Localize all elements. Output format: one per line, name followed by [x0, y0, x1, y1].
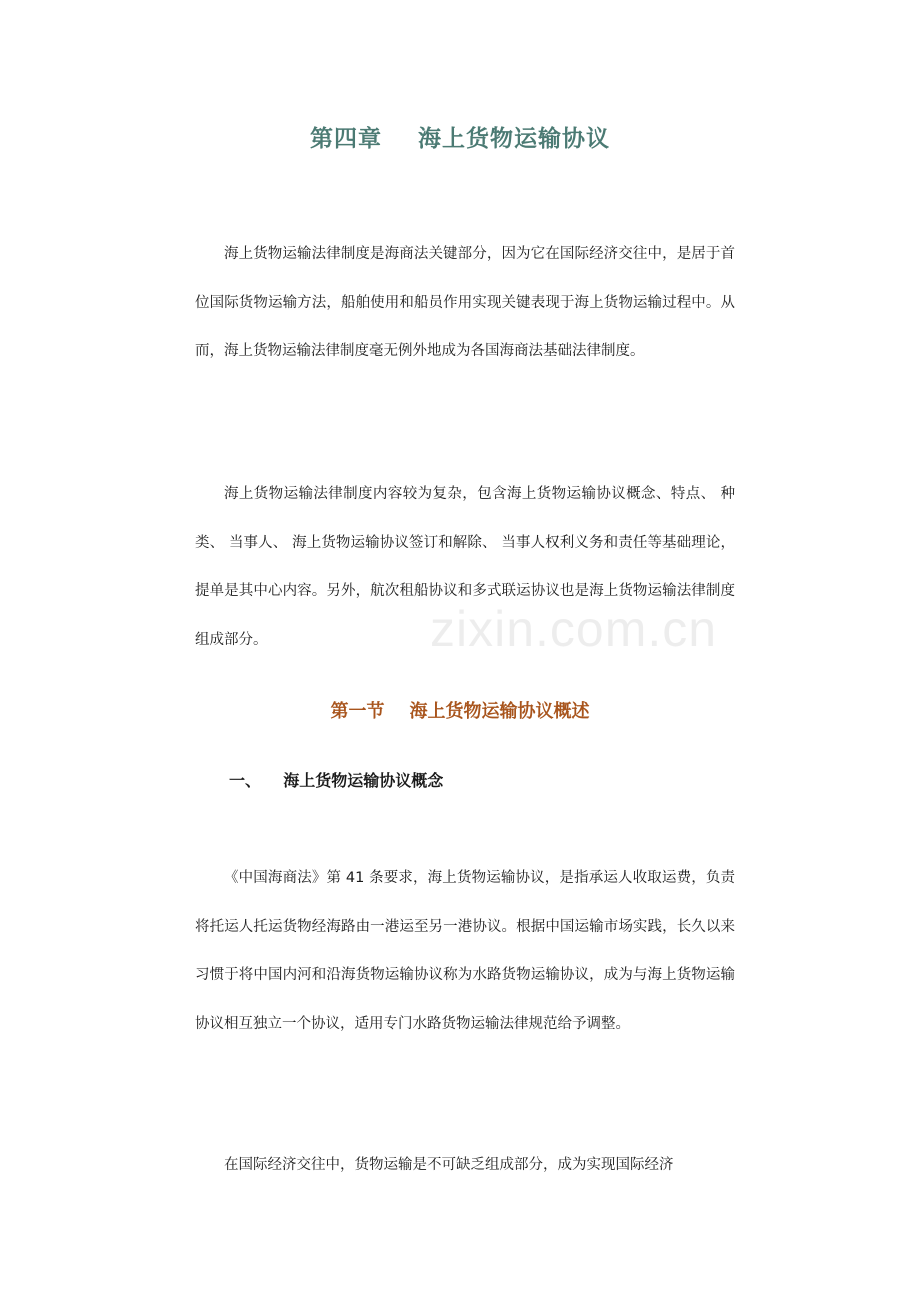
paragraph-definition: 《中国海商法》第 41 条要求，海上货物运输协议，是指承运人收取运费，负责将托运人托运货物经海路由一港运至另一港协议。根据中国运输市场实践，长久以来习惯于将中国内河和沿海货物运输协议称为水路货物运输协议，成为与海上货物运输协议相互独立一个协议，适用专门水路货物运输法律规范给予调整。 [195, 870, 735, 1032]
paragraph-international: 在国际经济交往中，货物运输是不可缺乏组成部分，成为实现国际经济 [224, 1157, 674, 1173]
chapter-title: 第四章 海上货物运输协议 [309, 126, 611, 152]
paragraph-content-scope: 海上货物运输法律制度内容较为复杂，包含海上货物运输协议概念、特点、 种类、 当事人、 海上货物运输协议签订和解除、 当事人权利义务和责任等基础理论，提单是其中心内容。另外，航次租船协议和多式联运协议也是海上货物运输法律制度组成部分。 [195, 486, 735, 648]
paragraph-intro: 海上货物运输法律制度是海商法关键部分，因为它在国际经济交往中，是居于首位国际货物运输方法，船舶使用和船员作用实现关键表现于海上货物运输过程中。从而，海上货物运输法律制度毫无例外地成为各国海商法基础法律制度。 [195, 246, 735, 359]
watermark-text: zixin.com.cn [430, 601, 718, 657]
sub-heading: 一、 海上货物运输协议概念 [229, 771, 444, 790]
section-title: 第一节 海上货物运输协议概述 [330, 701, 590, 722]
